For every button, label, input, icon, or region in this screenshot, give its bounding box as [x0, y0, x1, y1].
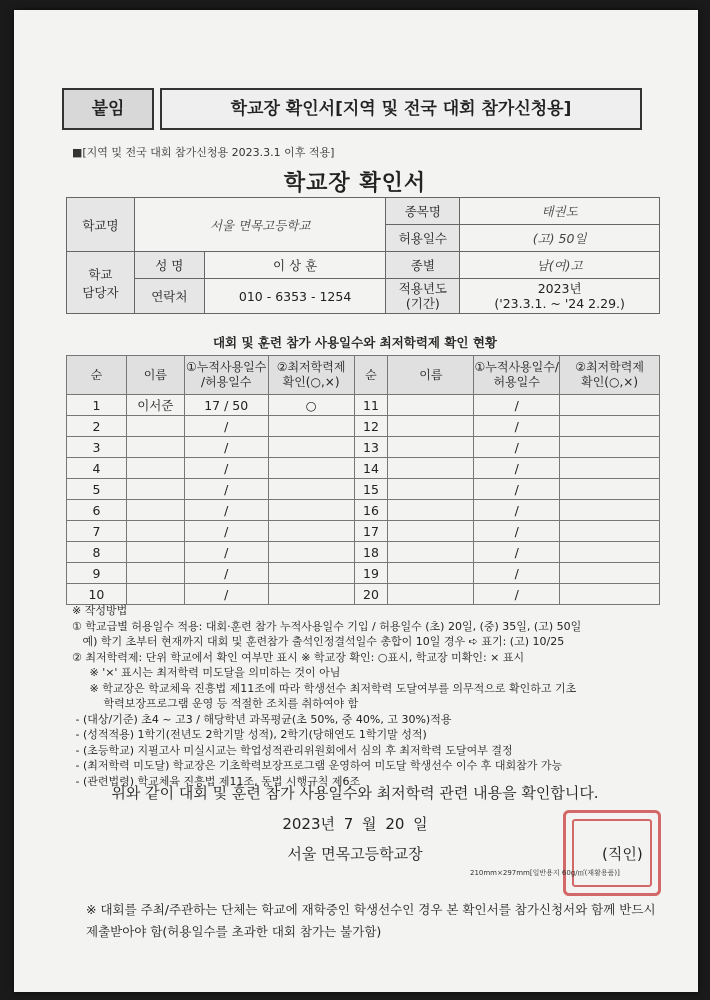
cell-no: 2: [67, 416, 127, 437]
header-min2-line1: ②최저학력제: [575, 360, 644, 374]
cell-name: [126, 500, 184, 521]
note-line: ※ '×' 표시는 최저학력 미도달을 의미하는 것이 아님: [72, 666, 341, 679]
note-line: ① 학교급별 허용일수 적용: 대회·훈련 참가 누적사용일수 기입 / 허용일수 (초) 20일, (중) 35일, (고) 50일: [72, 619, 582, 633]
cell-days: /: [184, 458, 268, 479]
cell-min: [268, 458, 354, 479]
header-name: 이름: [126, 356, 184, 395]
attachment-label: 붙임: [62, 88, 154, 130]
sport-value: 태권도: [460, 198, 660, 225]
manager-label: [67, 252, 135, 314]
header-min: [268, 356, 354, 395]
year-value-line2: ('23.3.1. ~ '24 2.29.): [494, 296, 625, 311]
cell-name2: [388, 395, 474, 416]
info-table: [66, 197, 660, 314]
cell-days2: /: [474, 395, 560, 416]
table-row: [67, 416, 660, 437]
cell-no: 6: [67, 500, 127, 521]
header-min-line2: 확인(○,×): [282, 375, 340, 389]
stamp-label: (직인): [602, 845, 643, 863]
header-name2: 이름: [388, 356, 474, 395]
cell-name: [126, 458, 184, 479]
cell-name2: [388, 500, 474, 521]
note-line: 예) 학기 초부터 현재까지 대회 및 훈련참가 출석인정결석일수 총합이 10일 경우 ➪ 표기: (고) 10/25: [72, 635, 565, 648]
cell-name2: [388, 584, 474, 605]
cell-no2: 17: [354, 521, 388, 542]
table-row: [67, 584, 660, 605]
cell-name2: [388, 479, 474, 500]
cell-min2: [560, 395, 660, 416]
cell-days2: /: [474, 542, 560, 563]
cell-no: 5: [67, 479, 127, 500]
header-days-line1: ①누적사용일수: [186, 360, 267, 374]
note-line: - (초등학교) 지필고사 미실시교는 학업성적관리위원회에서 심의 후 최저학력 도달여부 결정: [72, 743, 513, 757]
manager-label-line1: 학교: [88, 266, 113, 282]
document-header-title: 학교장 확인서[지역 및 전국 대회 참가신청용]: [160, 88, 642, 130]
cell-no2: 15: [354, 479, 388, 500]
cell-min2: [560, 542, 660, 563]
header-no2: 순: [354, 356, 388, 395]
cell-days: /: [184, 542, 268, 563]
cell-name2: [388, 416, 474, 437]
cell-no: 3: [67, 437, 127, 458]
note-line: - (대상/기준) 초4 ~ 고3 / 해당학년 과목평균(초 50%, 중 40%, 고 30%)적용: [72, 712, 452, 726]
cell-min2: [560, 584, 660, 605]
cell-min2: [560, 458, 660, 479]
school-value: 서울 면목고등학교: [134, 198, 386, 252]
cell-name: 이서준: [126, 395, 184, 416]
table-row: [67, 437, 660, 458]
applicability-note: ■[지역 및 전국 대회 참가신청용 2023.3.1 이후 적용]: [72, 146, 335, 159]
manager-label-line2: 담당자: [82, 284, 119, 300]
header-days: [184, 356, 268, 395]
header-days-line2: /허용일수: [200, 375, 252, 389]
cell-name2: [388, 563, 474, 584]
header-days2: [474, 356, 560, 395]
cell-name2: [388, 437, 474, 458]
year-label-line1: 적용년도: [398, 281, 447, 296]
confirm-date: 2023년 7 월 20 일: [282, 815, 428, 833]
cell-min2: [560, 500, 660, 521]
note-line: 학력보장프로그램 운영 등 적절한 조치를 취하여야 함: [72, 697, 359, 710]
sport-label: 종목명: [386, 198, 460, 225]
cell-days: /: [184, 563, 268, 584]
note-line: ※ 학교장은 학교체육 진흥법 제11조에 따라 학생선수 최저학력 도달여부를 의무적으로 확인하고 기초: [72, 681, 577, 695]
cell-days2: /: [474, 584, 560, 605]
cell-days: /: [184, 521, 268, 542]
cell-min: [268, 563, 354, 584]
cell-no: 1: [67, 395, 127, 416]
header-min2: [560, 356, 660, 395]
cell-days: /: [184, 437, 268, 458]
note-line: - (관련법령) 학교체육 진흥법 제11조, 동법 시행규칙 제6조: [72, 774, 361, 788]
cell-no2: 13: [354, 437, 388, 458]
cell-days2: /: [474, 500, 560, 521]
year-value: [460, 279, 660, 314]
cell-name: [126, 542, 184, 563]
name-label: 성 명: [134, 252, 204, 279]
allowed-days-label: 허용일수: [386, 225, 460, 252]
table-title: 대회 및 훈련 참가 사용일수와 최저학력제 확인 현황: [212, 335, 498, 350]
table-row: [67, 521, 660, 542]
cell-name: [126, 416, 184, 437]
cell-min: ○: [268, 395, 354, 416]
cell-no2: 12: [354, 416, 388, 437]
cell-days: 17 / 50: [184, 395, 268, 416]
usage-table: [66, 355, 660, 605]
cell-days: /: [184, 584, 268, 605]
cell-min2: [560, 563, 660, 584]
cell-min: [268, 542, 354, 563]
header-min2-line2: 확인(○,×): [581, 375, 638, 389]
year-label-line2: (기간): [405, 296, 440, 311]
year-label: [386, 279, 460, 314]
header-no: 순: [67, 356, 127, 395]
page-title: 학교장 확인서: [283, 171, 427, 196]
table-row: [67, 563, 660, 584]
cell-min: [268, 437, 354, 458]
allowed-days-value: (고) 50일: [460, 225, 660, 252]
table-row: [67, 479, 660, 500]
cell-days2: /: [474, 458, 560, 479]
cell-days2: /: [474, 521, 560, 542]
table-row: [67, 542, 660, 563]
cell-days2: /: [474, 437, 560, 458]
note-line: - (최저학력 미도달) 학교장은 기초학력보장프로그램 운영하여 미도달 학생선수 이수 후 대회참가 가능: [72, 759, 563, 772]
contact-label: 연락처: [134, 279, 204, 314]
cell-no2: 11: [354, 395, 388, 416]
header-min-line1: ②최저학력제: [276, 360, 346, 374]
cell-min: [268, 479, 354, 500]
cell-days2: /: [474, 416, 560, 437]
cell-days2: /: [474, 479, 560, 500]
cell-no2: 14: [354, 458, 388, 479]
cell-name: [126, 563, 184, 584]
header-days2-line1: ①누적사용일수/: [474, 360, 559, 374]
cell-no: 9: [67, 563, 127, 584]
cell-min: [268, 521, 354, 542]
cell-days: /: [184, 500, 268, 521]
cell-name2: [388, 521, 474, 542]
year-value-line1: 2023년: [537, 281, 582, 296]
school-label: 학교명: [67, 198, 135, 252]
cell-no2: 16: [354, 500, 388, 521]
cell-no2: 19: [354, 563, 388, 584]
note-line: ② 최저학력제: 단위 학교에서 확인 여부만 표시 ※ 학교장 확인: ○표시, 학교장 미확인: × 표시: [72, 650, 525, 664]
cell-days: /: [184, 416, 268, 437]
cell-name2: [388, 458, 474, 479]
cell-min2: [560, 416, 660, 437]
submission-note: ※ 대회를 주최/주관하는 단체는 학교에 재학중인 학생선수인 경우 본 확인서를 참가신청서와 함께 반드시 제출받아야 함(허용일수를 초과한 대회 참가는 불가함): [86, 902, 656, 939]
table-header-row: [67, 356, 660, 395]
table-row: [67, 395, 660, 416]
cell-min2: [560, 479, 660, 500]
cell-min2: [560, 521, 660, 542]
cell-days2: /: [474, 563, 560, 584]
gender-value: 남(여)고: [460, 252, 660, 279]
contact-value: 010 - 6353 - 1254: [204, 279, 386, 314]
cell-name2: [388, 542, 474, 563]
header-days2-line2: 허용일수: [493, 375, 540, 389]
cell-no2: 20: [354, 584, 388, 605]
cell-min: [268, 584, 354, 605]
cell-no: 7: [67, 521, 127, 542]
cell-name: [126, 521, 184, 542]
cell-days: /: [184, 479, 268, 500]
cell-no: 4: [67, 458, 127, 479]
note-line: ※ 작성방법: [72, 604, 128, 617]
cell-name: [126, 437, 184, 458]
cell-no: 10: [67, 584, 127, 605]
cell-min: [268, 500, 354, 521]
table-row: [67, 458, 660, 479]
writing-guide-notes: [72, 603, 672, 789]
table-row: [67, 500, 660, 521]
paper-size-note: 210mm×297mm[일반용지 60g/㎡(재활용품)]: [470, 869, 620, 877]
principal-signature-line: 서울 면목고등학교장: [287, 845, 423, 863]
name-value: 이 상 훈: [204, 252, 386, 279]
cell-no: 8: [67, 542, 127, 563]
gender-label: 종별: [386, 252, 460, 279]
cell-min: [268, 416, 354, 437]
cell-name: [126, 584, 184, 605]
cell-name: [126, 479, 184, 500]
confirm-statement: 위와 같이 대회 및 훈련 참가 사용일수와 최저학력 관련 내용을 확인합니다.: [111, 784, 599, 802]
note-line: - (성적적용) 1학기(전년도 2학기말 성적), 2학기(당해연도 1학기말 성적): [72, 728, 427, 741]
cell-no2: 18: [354, 542, 388, 563]
cell-min2: [560, 437, 660, 458]
